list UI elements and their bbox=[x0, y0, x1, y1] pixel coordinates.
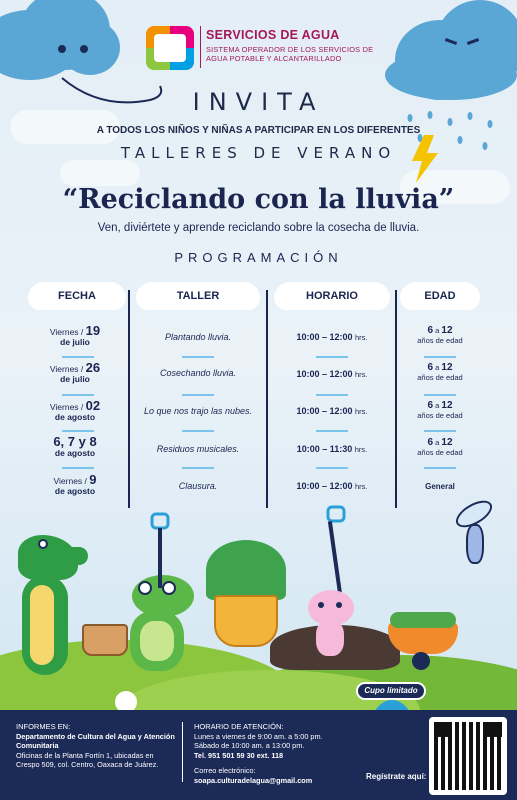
horario-cell: 10:00 – 11:30 hrs. bbox=[296, 444, 368, 454]
taller-cell: Plantando lluvia. bbox=[164, 332, 232, 342]
row-separator bbox=[182, 467, 214, 469]
event-title: “Reciclando con la lluvia” bbox=[62, 184, 455, 215]
email-link[interactable]: soapa.culturadelagua@gmail.com bbox=[194, 775, 313, 785]
row-separator bbox=[62, 356, 94, 358]
fecha-cell: Viernes / 9 de agosto bbox=[53, 472, 97, 496]
edad-column bbox=[402, 284, 478, 308]
hours-heading: HORARIO DE ATENCIÓN: bbox=[194, 722, 284, 731]
taller-header: TALLER bbox=[138, 284, 258, 308]
horario-cell: 10:00 – 12:00 hrs. bbox=[296, 406, 368, 416]
edad-header: EDAD bbox=[402, 284, 478, 308]
left-cloud-character-icon bbox=[0, 0, 130, 80]
horario-header: HORARIO bbox=[276, 284, 388, 308]
column-divider bbox=[266, 290, 268, 508]
shovel-icon bbox=[146, 512, 176, 592]
informes-org: Departamento de Cultura del Agua y Atención Comunitaria bbox=[16, 731, 175, 751]
edad-cell: 6 a 12 años de edad bbox=[417, 400, 463, 420]
footer-divider bbox=[182, 722, 183, 782]
fecha-cell: 6, 7 y 8 de agosto bbox=[53, 434, 97, 458]
column-divider bbox=[395, 290, 397, 508]
column-divider bbox=[128, 290, 130, 508]
wheelbarrow-icon bbox=[388, 612, 468, 672]
taller-column bbox=[138, 284, 258, 308]
hours-weekday: Lunes a viernes de 9:00 am. a 5:00 pm. bbox=[194, 731, 323, 741]
fecha-header: FECHA bbox=[30, 284, 124, 308]
org-subtitle: SISTEMA OPERADOR DE LOS SERVICIOS DE AGUA POTABLE Y ALCANTARILLADO bbox=[206, 45, 374, 63]
row-separator bbox=[62, 394, 94, 396]
dragonfly-character-icon bbox=[440, 500, 510, 580]
invita-heading: INVITA bbox=[192, 88, 325, 116]
horario-cell: 10:00 – 12:00 hrs. bbox=[296, 332, 368, 342]
taller-cell: Residuos musicales. bbox=[156, 444, 240, 454]
row-separator bbox=[316, 430, 348, 432]
horario-cell: 10:00 – 12:00 hrs. bbox=[296, 481, 368, 491]
potted-plant-icon bbox=[196, 540, 296, 650]
background-cloud bbox=[60, 160, 140, 186]
edad-cell: 6 a 12 años de edad bbox=[417, 325, 463, 345]
event-subtitle: Ven, diviértete y aprende reciclando sobre la cosecha de lluvia. bbox=[97, 222, 420, 234]
qr-code-icon[interactable] bbox=[429, 717, 507, 795]
informes-address: Oficinas de la Planta Fortín 1, ubicadas en Crespo 509, col. Centro, Oaxaca de Juárez. bbox=[16, 750, 159, 770]
taller-cell: Clausura. bbox=[178, 481, 218, 491]
email-heading: Correo electrónico: bbox=[194, 766, 256, 776]
register-label: Regístrate aquí: bbox=[366, 772, 427, 781]
edad-cell: 6 a 12 años de edad bbox=[417, 437, 463, 457]
row-separator bbox=[182, 430, 214, 432]
row-separator bbox=[316, 467, 348, 469]
row-separator bbox=[424, 430, 456, 432]
cupo-limitado-badge: Cupo limitado bbox=[356, 682, 426, 700]
row-separator bbox=[316, 356, 348, 358]
soapa-logo-icon bbox=[146, 26, 194, 70]
axolotl-character-icon bbox=[300, 590, 360, 660]
fecha-cell: Viernes / 19 de julio bbox=[49, 323, 101, 347]
programacion-heading: PROGRAMACIÓN bbox=[174, 250, 343, 265]
hours-saturday: Sábado de 10:00 am. a 13:00 pm. bbox=[194, 741, 305, 751]
taller-cell: Cosechando lluvia. bbox=[159, 368, 237, 378]
fecha-column bbox=[30, 284, 124, 308]
taller-cell: Lo que nos trajo las nubes. bbox=[143, 406, 253, 416]
crocodile-character-icon bbox=[8, 525, 88, 695]
phone: Tel. 951 501 59 30 ext. 118 bbox=[194, 750, 284, 760]
informes-heading: INFORMES EN: bbox=[16, 722, 71, 731]
fecha-cell: Viernes / 26 de julio bbox=[49, 360, 101, 384]
logo-separator bbox=[200, 26, 201, 68]
edad-cell: 6 a 12 años de edad bbox=[417, 362, 463, 382]
talleres-heading: TALLERES DE VERANO bbox=[120, 144, 397, 162]
row-separator bbox=[62, 430, 94, 432]
row-separator bbox=[424, 467, 456, 469]
flower-icon bbox=[118, 694, 134, 710]
horario-cell: 10:00 – 12:00 hrs. bbox=[296, 369, 368, 379]
row-separator bbox=[62, 467, 94, 469]
row-separator bbox=[424, 394, 456, 396]
edad-cell: General bbox=[425, 482, 455, 491]
horario-column bbox=[276, 284, 388, 308]
row-separator bbox=[316, 394, 348, 396]
informes-block bbox=[16, 722, 176, 770]
row-separator bbox=[182, 394, 214, 396]
row-separator bbox=[424, 356, 456, 358]
org-title: SERVICIOS DE AGUA bbox=[206, 28, 340, 42]
fecha-cell: Viernes / 02 de agosto bbox=[49, 398, 101, 422]
hours-block bbox=[194, 722, 360, 786]
invitation-line: A TODOS LOS NIÑOS Y NIÑAS A PARTICIPAR EN LOS DIFERENTES bbox=[96, 125, 421, 136]
row-separator bbox=[182, 356, 214, 358]
